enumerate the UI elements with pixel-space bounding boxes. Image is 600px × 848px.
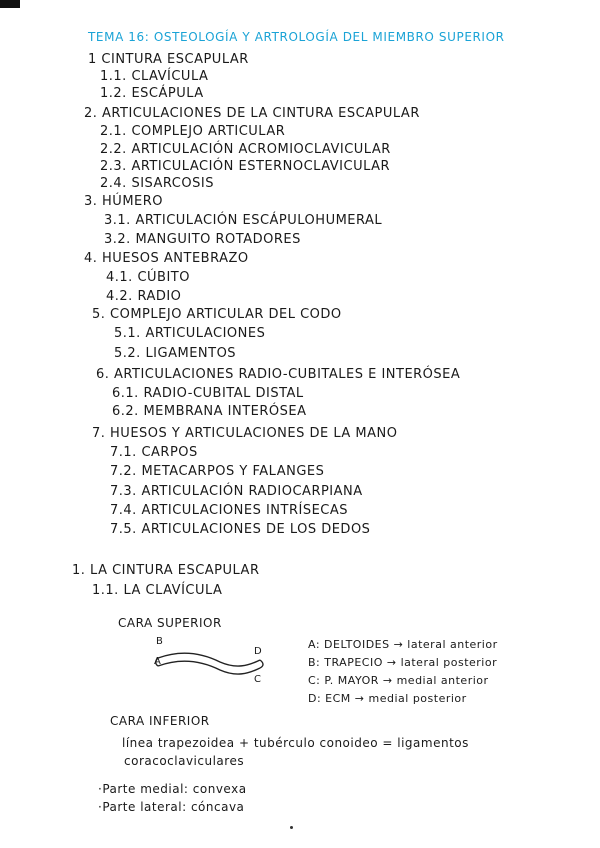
index-item: 1 CINTURA ESCAPULAR [88,52,249,67]
section-subheading: 1.1. LA CLAVÍCULA [92,583,223,598]
index-item: 3. HÚMERO [84,194,164,209]
index-item: 6.1. RADIO-CUBITAL DISTAL [112,386,304,401]
legend-item: D: ECM → medial posterior [308,692,467,705]
legend-item: C: P. MAYOR → medial anterior [308,674,489,687]
legend-item: B: TRAPECIO → lateral posterior [308,656,498,669]
note-medial: ·Parte medial: convexa [98,782,247,796]
index-item: 1.1. CLAVÍCULA [100,69,209,84]
ink-dot [290,826,293,829]
index-item: 5. COMPLEJO ARTICULAR DEL CODO [92,307,342,322]
face-superior-label: CARA SUPERIOR [118,616,222,630]
index-item: 6.2. MEMBRANA INTERÓSEA [112,404,307,419]
note-lateral: ·Parte lateral: cóncava [98,800,245,814]
diagram-label-b: B [156,636,163,647]
inferior-description: línea trapezoidea + tubérculo conoideo = ligamentos [122,736,469,750]
inferior-description-cont: coracoclaviculares [124,754,245,768]
diagram-label-d: D [254,646,262,657]
index-item: 2.3. ARTICULACIÓN ESTERNOCLAVICULAR [100,159,391,174]
index-item: 6. ARTICULACIONES RADIO-CUBITALES E INTERÓSEA [96,367,461,382]
index-item: 5.2. LIGAMENTOS [114,346,237,361]
section-heading: 1. LA CINTURA ESCAPULAR [72,563,260,578]
index-item: 3.2. MANGUITO ROTADORES [104,232,301,247]
index-item: 1.2. ESCÁPULA [100,86,204,101]
index-item: 4. HUESOS ANTEBRAZO [84,251,249,266]
index-item: 4.2. RADIO [106,289,182,304]
diagram-label-c: C [254,674,261,685]
index-item: 2. ARTICULACIONES DE LA CINTURA ESCAPULAR [84,106,420,121]
index-item: 7.2. METACARPOS Y FALANGES [110,464,325,479]
index-item: 7. HUESOS Y ARTICULACIONES DE LA MANO [92,426,398,441]
index-item: 7.1. CARPOS [110,445,198,460]
index-item: 2.2. ARTICULACIÓN ACROMIOCLAVICULAR [100,142,391,157]
page-title: TEMA 16: OSTEOLOGÍA Y ARTROLOGÍA DEL MIEMBRO SUPERIOR [88,30,505,44]
legend-item: A: DELTOIDES → lateral anterior [308,638,498,651]
index-item: 3.1. ARTICULACIÓN ESCÁPULOHUMERAL [104,213,383,228]
index-item: 7.5. ARTICULACIONES DE LOS DEDOS [110,522,371,537]
index-item: 4.1. CÚBITO [106,270,190,285]
scan-corner-mark [0,0,20,8]
face-inferior-label: CARA INFERIOR [110,714,210,728]
index-item: 7.3. ARTICULACIÓN RADIOCARPIANA [110,484,363,499]
index-item: 7.4. ARTICULACIONES INTRÍSECAS [110,503,349,518]
index-item: 2.1. COMPLEJO ARTICULAR [100,124,286,139]
index-item: 2.4. SISARCOSIS [100,176,214,191]
diagram-label-a: A [154,656,161,667]
index-item: 5.1. ARTICULACIONES [114,326,266,341]
clavicle-sketch [150,636,270,686]
